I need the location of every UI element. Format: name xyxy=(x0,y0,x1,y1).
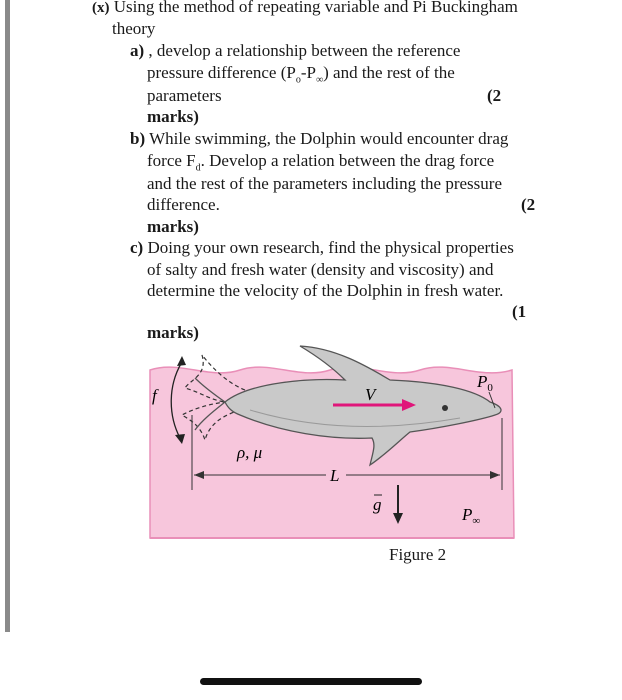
figure-2-diagram xyxy=(140,340,530,580)
question-number: (x) xyxy=(92,0,110,16)
fd-subscript: d xyxy=(195,162,201,174)
po-subscript: o xyxy=(295,74,301,86)
label-L: L xyxy=(330,466,340,485)
part-c-line-3: determine the velocity of the Dolphin in fresh water. xyxy=(147,281,504,300)
part-b-label: b) xyxy=(130,129,146,148)
part-c-line-1 xyxy=(130,238,514,258)
part-b-line-3: and the rest of the parameters including the pressure xyxy=(147,174,502,193)
part-a-marks-open: (2 xyxy=(487,86,502,105)
question-intro-text: Using the method of repeating variable and Pi Buckingham xyxy=(113,0,518,16)
dolphin-eye xyxy=(442,405,448,411)
pinf-subscript: ∞ xyxy=(315,74,324,86)
question-line-2: theory xyxy=(112,19,156,38)
part-a-text-2a: pressure difference (P xyxy=(147,63,296,82)
part-a-line-3: parameters xyxy=(147,86,222,105)
home-indicator[interactable] xyxy=(200,678,422,685)
label-f: f xyxy=(152,386,157,405)
left-margin-bar xyxy=(5,0,10,632)
label-Pinf: $P_\infty$ xyxy=(462,505,481,527)
label-P0: $P_0$ xyxy=(477,372,493,394)
part-c-text-1: Doing your own research, find the physical properties xyxy=(147,238,514,257)
part-b-text-2b: . Develop a relation between the drag force xyxy=(200,151,495,170)
part-b-text-2a: force F xyxy=(147,151,196,170)
part-a-text-1: , develop a relationship between the reference xyxy=(148,41,461,60)
part-b-marks-close: marks) xyxy=(147,217,199,236)
part-a-text-2c: ) and the rest of the xyxy=(323,63,455,82)
label-V: V xyxy=(365,385,376,404)
part-c-line-2: of salty and fresh water (density and viscosity) and xyxy=(147,260,494,279)
part-a-text-2b: -P xyxy=(300,63,316,82)
label-g: g xyxy=(373,495,382,514)
part-b-marks-open: (2 xyxy=(521,195,536,214)
part-a-marks-close: marks) xyxy=(147,107,199,126)
part-a-label: a) xyxy=(130,41,145,60)
part-a-line-1 xyxy=(130,41,460,61)
part-c-marks-close: marks) xyxy=(147,323,199,342)
part-b-line-4: difference. xyxy=(147,195,220,214)
part-c-marks-open: (1 xyxy=(512,302,527,321)
figure-caption: Figure 2 xyxy=(389,545,447,564)
part-c-label: c) xyxy=(130,238,144,257)
flapping-arrowhead-up xyxy=(177,356,186,366)
question-line-1 xyxy=(92,0,518,18)
part-b-text-1: While swimming, the Dolphin would encounter drag xyxy=(149,129,509,148)
part-b-line-1 xyxy=(130,129,508,149)
label-rho-mu: ρ, μ xyxy=(237,443,263,462)
